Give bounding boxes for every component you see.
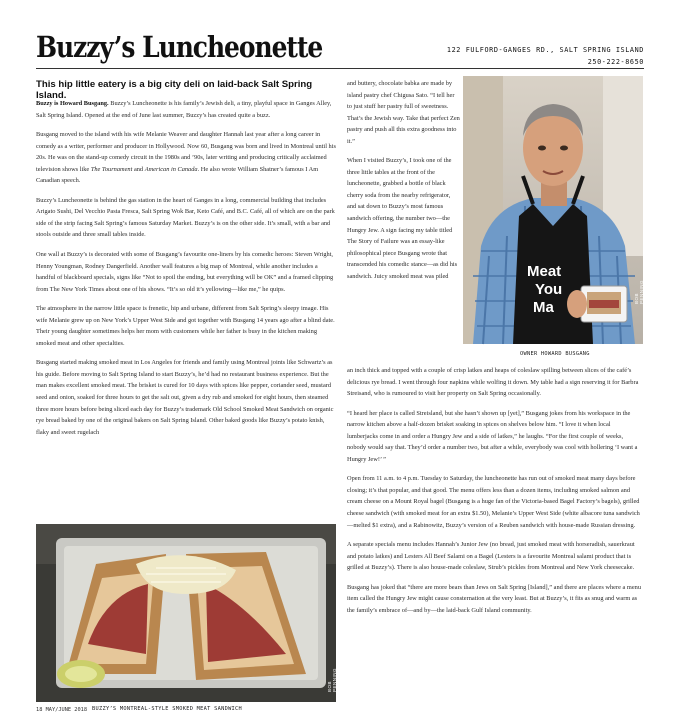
show-title: The Tournament: [90, 165, 133, 173]
paragraph: One wall at Buzzy’s is decorated with some of Busgang’s favourite one-liners by his comedic heroes: Steven Wright, Henny Youngman, Rodney Dangerfield. Another wall features a big map of Montreal, while another includes a handful of blackboard specials, signs like “Not to spoil the ending, but everything will be OK” and a framed clipping from The New York Times about one of his shows. “It’s so old it’s yellowing—like me,” he quips.: [36, 251, 334, 293]
owner-photo-caption: OWNER HOWARD BUSGANG: [520, 351, 590, 357]
sandwich-photo-caption: BUZZY’S MONTREAL-STYLE SMOKED MEAT SANDWICH: [92, 706, 243, 712]
header-rule: [36, 68, 644, 69]
paragraph: Open from 11 a.m. to 4 p.m. Tuesday to Saturday, the luncheonette has run out of smoked meat many days before closing; it’s that popular, and that good. The menu offers less than a dozen items, including smoked salmon and cream cheese on a Mount Royal bagel (Busgang is a huge fan of the Victoria-based Bagel Factory’s bagels), grilled cheese sandwich (with smoked meat for an extra $1.50), Melanie’s Upper West Side (white albacore tuna sandwich—melted $1 extra), and a Rabinowitz, Buzzy’s version of a Reuben sandwich with house-made Russian dressing.: [347, 475, 640, 529]
paragraph-text: Buzzy’s Luncheonette is his family’s Jewish deli, a tiny, playful space in Ganges Alley, Salt Spring Island. Opened at the end of June last summer, Buzzy’s has created quite a buzz.: [36, 100, 332, 119]
paragraph: The atmosphere in the narrow little space is frenetic, hip and urbane, different from Salt Spring’s sleepy image. His wife Melanie grew up on New York’s Upper West Side and got together with Busgang 14 years ago after a blind date. Their young daughter sometimes helps her mom with customers while her father is busy in the kitchen making smoked meat and other specialties.: [36, 305, 335, 347]
phone: 250-222-8650: [587, 58, 644, 66]
lead-in: Buzzy is Howard Busgang.: [36, 100, 109, 107]
photo-credit: BOB PENNING: [634, 279, 644, 304]
paragraph-text: Busgang moved to the island with his wife Melanie Weaver and daughter Hannah last year after a long career in comedy as a writer, performer and producer in Hollywood. Now 60, Busgang was born and lived in Montreal until his 20s. He was on the stand-up comedy circuit in the 1980s and ’90s, later writing and producing critically acclaimed television shows like: [36, 131, 336, 173]
photo-credit: BOB PENNING: [327, 667, 337, 692]
paragraph: Buzzy’s Luncheonette is behind the gas station in the heart of Ganges in a long, commercial building that includes Arigato Sushi, Del Vecchio Pasta Fresca, Salt Spring Wok Bar, Keto Café, and B.C. Café, all of which are on the park side of the strip facing Salt Spring’s famous Saturday Market. Buzzy’s is on the other side. It’s small, with a bar and stools outside and three small tables inside.: [36, 196, 335, 239]
paragraph: [36, 129, 336, 187]
owner-photo-image: [463, 76, 643, 344]
column-3: [347, 365, 643, 624]
address: 122 FULFORD-GANGES RD., SALT SPRING ISLAND: [446, 46, 644, 54]
sandwich-photo: [36, 524, 336, 702]
page-folio: 18 MAY/JUNE 2018: [36, 707, 88, 713]
address-block: [447, 44, 644, 68]
paragraph-text: and: [132, 165, 145, 173]
article-dek: This hip little eatery is a big city deli on laid-back Salt Spring Island.: [36, 79, 313, 101]
paragraph: When I visited Buzzy’s, I took one of the three little tables at the front of the luncheonette, grabbed a bottle of black cherry soda from the nearby refrigerator, and sat down to Buzzy’s most famous sandwich offering, the number two—the Hungry Jew. A sign facing my table titled The Story of Failure was an essay-like philosophical piece Busgang wrote that transcended his comedic stance—as did his sandwich. Juicy smoked meat was piled: [347, 157, 458, 280]
apron-text: Meat You Ma: [527, 263, 563, 316]
paragraph: and buttery, chocolate babka are made by island pastry chef Chigusa Sato. “I tell her to just stuff her pastry full of sweetness. That’s the Jewish way. Take that perfect Zen pastry and push all this extra goodness into it.”: [347, 80, 460, 145]
paragraph-text: . He also wrote William Shatner’s famous I Am Canadian speech.: [36, 165, 319, 185]
paragraph: Busgang started making smoked meat in Los Angeles for friends and family using Montreal joints like Schwartz’s as his guide. Before moving to Salt Spring Island to start Buzzy’s, he’d had no restaurant business experience. But the man makes excellent smoked meat. The brisket is cured for 10 days with spices like pepper, coriander seed, mustard seed and onion, soaked for three hours to get the salt out, given a dry rub and smoked for eight hours, then steamed three more hours before being sliced each day for Buzzy’s trademark Old School Smoked Meat Sandwich on organic rye bread baked by one of the original bakers on Salt Spring Island. Other baked goods like Buzzy’s potato knish, flaky and sweet rugelach: [36, 359, 334, 436]
column-1: [36, 98, 336, 446]
column-2: [347, 78, 460, 290]
paragraph: A separate specials menu includes Hannah’s Junior Jew (no bread, just smoked meat with horseradish, sauerkraut and potato latkes) and Lesters All Beef Salami on a Bagel (Lesters is a favourite Montreal salami product that is grilled at Buzzy’s). There is also house-made coleslaw, Strub’s pickles from Montreal and New York cheesecake.: [347, 541, 635, 572]
show-title: American in Canada: [144, 165, 198, 173]
paragraph: an inch thick and topped with a couple of crisp latkes and heaps of coleslaw spilling between slices of the café’s delicious rye bread. I went through four napkins while wolfing it down. My table had a sign reserving it for Barbra Streisand, who is rumoured to visit her property on Salt Spring occasionally.: [347, 367, 639, 398]
paragraph: [36, 98, 336, 121]
paragraph: Busgang has joked that “there are more bears than Jews on Salt Spring [Island],” and there are places where a menu item called the Hungry Jew might cause consternation at the very least. But at Buzzy’s, it fits as snug and warm as the family’s embrace of—and by—the laid-back Gulf Island community.: [347, 583, 641, 614]
sandwich-photo-image: [36, 524, 336, 702]
paragraph: “I heard her place is called Streisland, but she hasn’t shown up [yet],” Busgang jokes from his workspace in the narrow kitchen above a half-dozen brisket soaking in spices on shelves below him. “I love it when local lumberjacks come in and order a Hungry Jew and a side of latkes,” he laughs. “For the first couple of weeks, nobody would say that. They’d order a number two, but after a while, everybody was cool with hollering ‘I want a Hungry Jew!’ ”: [347, 409, 638, 463]
article-title: Buzzy’s Luncheonette: [36, 30, 323, 64]
owner-photo: [463, 76, 643, 344]
